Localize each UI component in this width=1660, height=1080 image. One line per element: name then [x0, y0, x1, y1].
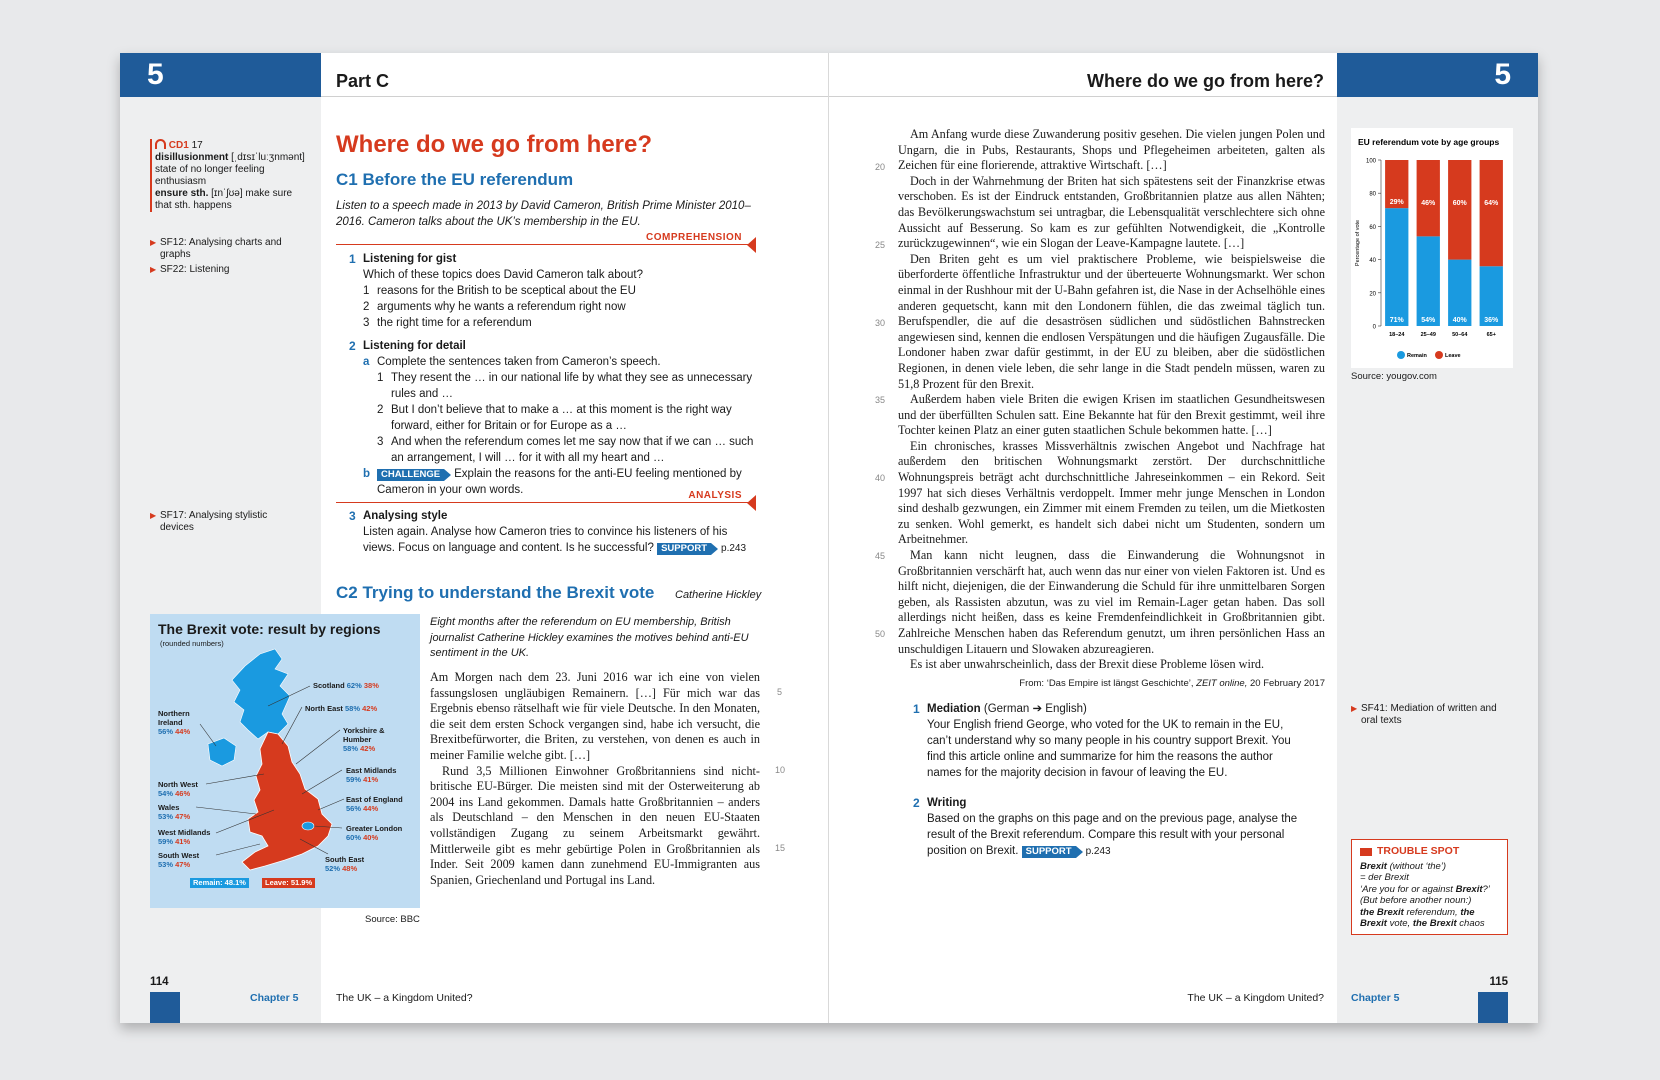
analysis-divider: ANALYSIS	[336, 491, 756, 503]
brexit-regions-map	[150, 614, 420, 908]
y-tick-label: 20	[1369, 291, 1376, 298]
article-text-right: Am Anfang wurde diese Zuwanderung positiv gesehen. Die vielen jungen Polen und Ungarn, die in Pubs, Restaurants, Shops und Pflegeheimen arbeiteten, galten als Zeichen für eine florierende, attraktive Wirtschaft. […] Doch in der Wahrnehmung der Briten hat sich spätestens seit der Finanzkrise etwas verschoben. Es ist der Eindruck entstanden, Großbritannien platze aus allen Nähten; das Bevölkerungswachstum sei untragbar, die Lebensqualität verschlechtere sich ohne Aussicht auf Besserung. So kam es zur gefühlten Notwendigkeit, die „Kontrolle zurückzugewinnen“, wie ein Slogan der Leave-Kampagne lautete. […] Den Briten geht es um viel praktischere Probleme, wie beispielsweise die überforderte öffentliche Infrastruktur und der überteuerte Wohnungsmarkt. Wer schon einmal in der Rushhour mit der U-Bahn gefahren ist, die Nase in der Achselhöhle eines anderen gequetscht, kann mit den Londonern fühlen, die das zweimal täglich tun. Berufspendler, die auf die desaströsen südlichen und südöstlichen Bahnstrecken angewiesen sind, kennen die endlosen Verspätungen und die häufigen Zugausfälle. Die Londoner haben zwar dafür gestimmt, in der EU zu bleiben, aber die südöstlichen Regionen, in denen viele leben, die sehr lange in die Stadt pendeln müssen, waren zu 51,8 Prozent für den Brexit. Außerdem haben viele Briten die ewigen Krisen im staatlichen Gesundheitswesen und der überfüllten Schulen satt. Eine Bekannte hat für den Brexit gestimmt, weil ihre Tochter keinen Platz an einer guten staatlichen Schule bekommen hatte. […] Ein chronisches, krasses Missverhältnis zwischen Angebot und Nachfrage hat außerdem den britischen Wohnungsmarkt zerstört. Der durchschnittliche Wohnungspreis beträgt acht durchschnittliche Jahreseinkommen – ein Rekord. Seit 1997 hat sich dieses Verhältnis verdoppelt. Immer mehr junge Menschen in London sind deshalb gezwungen, ein Zimmer mit einem Fremden zu teilen, um die Mietkosten zu senken. Wohl gemerkt, es handelt sich dabei nicht um Studenten, sondern um Arbeitnehmer. Man kann nicht leugnen, dass die Einwanderung die Wohnungsnot in Großbritannien verschärft hat, auch wenn das nur einer von vielen Faktoren ist. Und es hilft nicht, diejenigen, die der Einwanderung die Schuld für ihre unmittelbaren Sorgen geben, als Rassisten abzutun, was zu viel im Remain-Lager getan haben. Das soll allerdings nicht heißen, dass es keine Fremdenfeindlichkeit in Großbritannien gibt. Zahlreiche Menschen haben das Referendum genutzt, um ihren persönlichen Hass an unschuldigen Litauern und Slowaken abzureagieren. Es ist aber unwahrscheinlich, dass der Brexit diese Probleme lösen wird. From: ‘Das Empire ist längst Geschichte’, ZEIT online, 20 February 2017	[898, 127, 1325, 691]
map-label-region: Greater London 60% 40%	[346, 824, 403, 842]
bar-leave	[1417, 160, 1440, 236]
map-subtitle: (rounded numbers)	[160, 639, 224, 648]
y-tick-label: 100	[1365, 158, 1376, 165]
footer-book-title: The UK – a Kingdom United?	[1187, 992, 1324, 1004]
task-title: Writing	[927, 797, 967, 809]
line-number: 50	[875, 629, 886, 639]
list-item: 2 But I don’t believe that to make a … at this moment is the right way forward, either for Britain or for Europe as a …	[377, 404, 732, 432]
bar-leave	[1480, 160, 1503, 266]
map-label-region: North West 54% 46%	[158, 780, 198, 798]
task-2: 2 Listening for detail a Complete the sentences taken from Cameron’s speech. 1 They resent the … in our national life by what they see as unnecessary rules and … 2 But I don’t believe that to make a … at this moment is the right way forward, either for Britain or for Europe as a … 3 And when the referendum comes let me say now that if we can … such an arrangement, I will … for it with all my heart and … b CHALLENGE Explain the reasons for the anti-EU feeling mentioned by Cameron in your own words.	[349, 338, 759, 498]
line-number: 25	[875, 240, 886, 250]
map-label-region: Yorkshire & Humber 58% 42%	[343, 726, 385, 753]
cd-track: 17	[191, 140, 203, 151]
legend-swatch-leave	[1435, 351, 1443, 359]
bar-remain	[1417, 236, 1440, 326]
c1-intro: Listen to a speech made in 2013 by David Cameron, British Prime Minister 2010–2016. Cameron talks about the UK’s membership in the EU.	[336, 200, 751, 228]
page-number: 114	[150, 976, 169, 988]
task-mediation: 1 Mediation (German ➔ English) Your English friend George, who voted for the UK to remain in the EU, can’t understand why so many people in his country support Brexit. You find this article online and summarize for him the reasons the author names for the majority decision in favour of leaving the EU.	[913, 701, 1303, 781]
flag-icon	[1360, 848, 1372, 856]
task-title: Listening for gist	[363, 253, 457, 265]
trouble-spot-box: TROUBLE SPOT Brexit (without ‘the’) = der Brexit ‘Are you for or against Brexit?’ (But before another noun:) the Brexit referendum, the Brexit vote, the Brexit chaos	[1351, 839, 1508, 935]
map-label-region: North East 58% 42%	[305, 704, 378, 713]
list-item: 1 reasons for the British to be sceptical about the EU	[363, 285, 636, 297]
chapter-number-tab: 5	[1337, 53, 1538, 97]
comprehension-divider: COMPREHENSION	[336, 233, 756, 245]
y-tick-label: 60	[1369, 224, 1376, 231]
map-title: The Brexit vote: result by regions	[158, 621, 381, 637]
x-tick-label: 18–24	[1389, 332, 1405, 338]
page-header-title: Where do we go from here?	[829, 53, 1337, 97]
footer-color-block	[150, 992, 180, 1023]
right-page	[829, 53, 1538, 1023]
bar-value-label: 60%	[1452, 200, 1467, 207]
x-tick-label: 25–49	[1420, 332, 1436, 338]
task-title: Mediation	[927, 703, 981, 715]
x-tick-label: 65+	[1486, 332, 1496, 338]
left-page	[120, 53, 829, 1023]
support-badge[interactable]: SUPPORT	[657, 543, 711, 555]
triangle-right-icon: ▶	[1351, 704, 1358, 713]
leave-total: Leave: 51.9%	[262, 878, 315, 888]
remain-total: Remain: 48.1%	[190, 878, 249, 888]
legend-swatch-remain	[1397, 351, 1405, 359]
vocabulary-box	[150, 139, 310, 212]
triangle-right-icon: ▶	[150, 511, 157, 520]
task-text: Your English friend George, who voted for the UK to remain in the EU, can’t understand why so many people in his country support Brexit. You find this article online and summarize for him the reasons the author names for the majority decision in favour of leaving the EU.	[927, 719, 1291, 779]
skills-reference[interactable]: ▶ SF22: Listening	[150, 264, 230, 275]
bar-value-label: 29%	[1389, 199, 1404, 207]
y-tick-label: 0	[1372, 324, 1376, 331]
vocab-definition: make sure that sth. happens	[155, 188, 293, 211]
task-title: Listening for detail	[363, 340, 466, 352]
vocab-word: disillusionment	[155, 152, 229, 163]
bar-remain	[1385, 208, 1408, 326]
footer-book-title: The UK – a Kingdom United?	[336, 992, 473, 1004]
headphones-icon	[155, 139, 166, 149]
footer-chapter: Chapter 5	[1351, 992, 1400, 1004]
vocab-ipa: [ˌdɪsɪˈluːʒnmənt]	[231, 152, 305, 163]
map-label-region: South East 52% 48%	[325, 855, 365, 873]
bar-value-label: 46%	[1421, 200, 1436, 207]
line-number: 30	[875, 318, 886, 328]
footer-chapter: Chapter 5	[250, 992, 299, 1004]
map-label-region: East of England 56% 44%	[346, 795, 403, 813]
chart-source: Source: yougov.com	[1351, 371, 1437, 382]
line-number: 35	[875, 395, 886, 405]
section-heading-c1: C1 Before the EU referendum	[336, 170, 574, 189]
cd-label: CD1	[168, 140, 189, 151]
list-item: 2 arguments why he wants a referendum right now	[363, 301, 626, 313]
skills-reference[interactable]: ▶ SF12: Analysing charts and graphs	[150, 237, 282, 260]
bar-value-label: 54%	[1421, 317, 1436, 324]
chart-title: EU referendum vote by age groups	[1358, 137, 1500, 147]
task-question: Which of these topics does David Cameron talk about?	[363, 269, 643, 281]
vocab-ipa: [ɪnˈʃʊə]	[211, 188, 243, 199]
x-tick-label: 50–64	[1452, 332, 1468, 338]
page-title: Where do we go from here?	[336, 131, 653, 158]
y-tick-label: 40	[1369, 258, 1376, 265]
y-axis-label: Percentage of vote	[1355, 219, 1361, 267]
support-page-ref[interactable]: p.243	[1085, 846, 1111, 857]
vocab-definition: state of no longer feeling enthusiasm	[155, 164, 265, 187]
legend-label: Leave	[1445, 353, 1461, 359]
age-group-chart-svg	[1351, 128, 1513, 368]
triangle-right-icon: ▶	[150, 238, 157, 247]
chapter-number-tab: 5	[120, 53, 321, 97]
skills-reference[interactable]: ▶ SF41: Mediation of written and oral texts	[1351, 703, 1497, 726]
c2-author: Catherine Hickley	[675, 589, 762, 601]
task-writing: 2 Writing Based on the graphs on this page and on the previous page, analyse the result of the Brexit referendum. Compare this result with your personal position on Brexit. SUPPORT p.243	[913, 796, 1298, 857]
map-label-region: Wales 53% 47%	[158, 803, 191, 821]
legend-label: Remain	[1407, 353, 1427, 359]
c2-intro: Eight months after the referendum on EU membership, British journalist Catherine Hickley examines the motives behind anti-EU sentiment in the UK.	[430, 616, 749, 659]
book-spread	[120, 53, 1538, 1023]
footer-color-block	[1478, 992, 1508, 1023]
part-header: Part C	[321, 53, 828, 97]
task-title: Analysing style	[363, 510, 448, 522]
support-badge[interactable]: SUPPORT	[1022, 846, 1076, 858]
article-source: From: ‘Das Empire ist längst Geschichte’, ZEIT online, 20 February 2017	[1019, 677, 1325, 689]
bar-leave	[1448, 160, 1471, 260]
page-number: 115	[1489, 976, 1508, 988]
task-subtitle: (German ➔ English)	[983, 703, 1087, 715]
article-text-left: Am Morgen nach dem 23. Juni 2016 war ich eine von vielen fassungslosen ungläubigen Remainern. […] Für mich war das Ergebnis ebenso rätselhaft wie für viele Deutsche. In den Monaten, die seit dem ersten Schock vergangen sind, habe ich versucht, die Brexitbefürworter, die Briten, zu verstehen, von denen es auch in meiner Familie welche gibt. […] Rund 3,5 Millionen Einwohner Großbritanniens sind nicht-britische EU-Bürger. Die meisten sind mit der Osterweiterung ab 2004 ins Land gekommen. Damals hatte Großbritannien – anders als Deutschland – den Menschen in den neuen EU-Staaten vollständigen Zugang zu seinem Arbeitsmarkt gewährt. Mittlerweile gibt es mehr gebürtige Polen in Großbritannien als Inder. Seit 2009 kamen dann zunehmend EU-Immigranten aus Spanien, Griechenland und Portugal ins Land.	[430, 670, 760, 887]
triangle-right-icon: ▶	[150, 265, 157, 274]
list-item: 3 And when the referendum comes let me say now that if we can … such an arrangement, I will … for it with all my heart and …	[377, 436, 754, 464]
support-page-ref[interactable]: p.243	[721, 543, 747, 554]
task-1: 1 Listening for gist Which of these topics does David Cameron talk about? 1 reasons for the British to be sceptical about the EU 2 arguments why he wants a referendum right now 3 the right time for a referendum	[349, 251, 759, 331]
line-number: 5	[777, 687, 783, 697]
map-label-region: South West 53% 47%	[158, 851, 200, 869]
age-group-chart	[1351, 128, 1513, 368]
line-number: 15	[775, 843, 786, 853]
bar-value-label: 64%	[1484, 200, 1499, 207]
bar-value-label: 40%	[1452, 317, 1467, 324]
list-item: 3 the right time for a referendum	[363, 317, 532, 329]
line-number: 10	[775, 765, 786, 775]
map-source: Source: BBC	[365, 914, 420, 925]
vocab-word: ensure sth.	[155, 188, 209, 199]
challenge-badge: CHALLENGE	[377, 469, 444, 481]
map-label-region: Northern Ireland 56% 44%	[158, 709, 191, 736]
bar-value-label: 71%	[1389, 317, 1404, 324]
map-label-region: Scotland 62% 38%	[313, 681, 379, 690]
task-3: 3 Analysing style Listen again. Analyse how Cameron tries to convince his listeners of his views. Focus on language and content. Is he successful? SUPPORT p.243	[349, 509, 747, 554]
skills-reference[interactable]: ▶ SF17: Analysing stylistic devices	[150, 510, 268, 533]
y-tick-label: 80	[1369, 191, 1376, 198]
map-label-region: East Midlands 59% 41%	[346, 766, 397, 784]
section-heading-c2: C2 Trying to understand the Brexit vote	[336, 583, 655, 602]
line-number: 45	[875, 551, 886, 561]
bar-value-label: 36%	[1484, 317, 1499, 324]
map-label-region: West Midlands 59% 41%	[158, 828, 211, 846]
line-number: 20	[875, 162, 886, 172]
list-item: 1 They resent the … in our national life by what they see as unnecessary rules and …	[377, 372, 753, 400]
line-number: 40	[875, 473, 886, 483]
